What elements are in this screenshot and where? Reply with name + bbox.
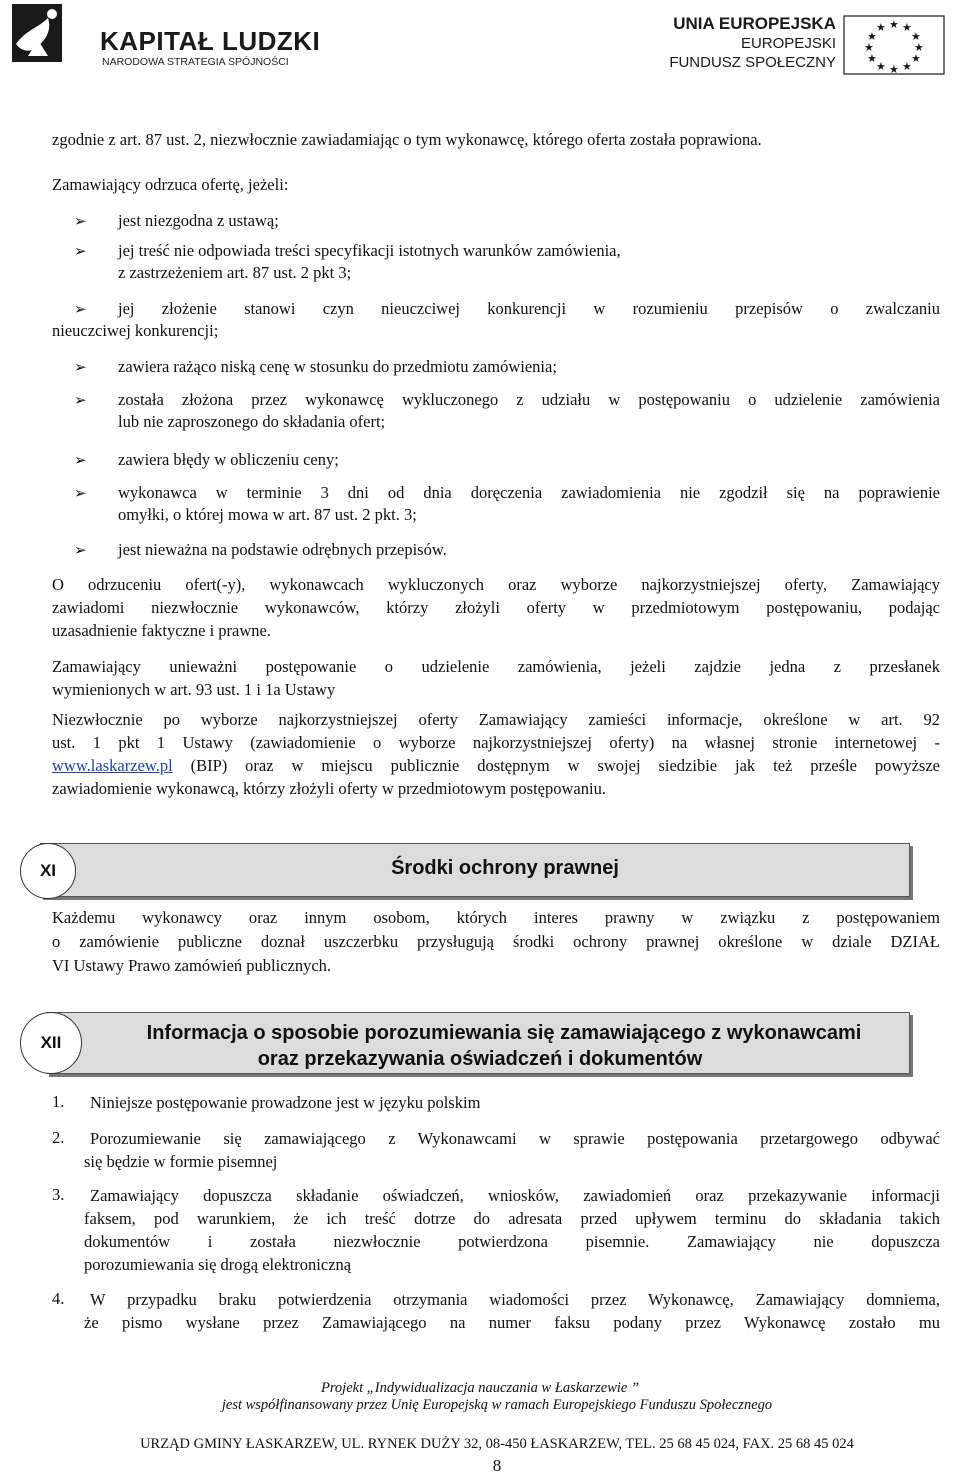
odrzucenie-line2: zawiadomi niezwłocznie wykonawców, którzy złożyli oferty w przedmiotowym postępowaniu, podając [52, 598, 940, 617]
arrow-bullet-icon: ➢ [74, 214, 87, 230]
item-number: 2. [52, 1128, 65, 1147]
section-xii-title-line2: oraz przekazywania oświadczeń i dokumentów [257, 1048, 703, 1070]
logo-subtitle: NARODOWA STRATEGIA SPÓJNOŚCI [102, 56, 289, 68]
section-xi-line1: Każdemu wykonawcy oraz innym osobom, których interes prawny w związku z postępowaniem [52, 908, 940, 927]
list-item-cont: faksem, pod warunkiem, że ich treść dotrze do adresata przed upływem terminu do składania takich [84, 1209, 940, 1228]
footer-address: URZĄD GMINY ŁASKARZEW, UL. RYNEK DUŻY 32, 08-450 ŁASKARZEW, TEL. 25 68 45 024, FAX. 25 68 45 024 [140, 1436, 854, 1452]
eu-logo-line3: FUNDUSZ SPOŁECZNY [669, 54, 836, 71]
list-item-cont: z zastrzeżeniem art. 87 ust. 2 pkt 3; [118, 263, 352, 282]
footer-project-line2: jest współfinansowany przez Unię Europejską w ramach Europejskiego Funduszu Społecznego [221, 1397, 773, 1413]
section-xii-number: XII [20, 1012, 82, 1074]
uniewazni-line1: Zamawiający unieważni postępowanie o udzielenie zamówienia, jeżeli zajdzie jedna z przesłanek [52, 657, 940, 676]
svg-text:★: ★ [864, 41, 874, 54]
list-item-cont: lub nie zaproszonego do składania ofert; [118, 412, 386, 431]
svg-text:★: ★ [902, 21, 912, 34]
logo-title: KAPITAŁ LUDZKI [100, 26, 321, 56]
svg-text:★: ★ [876, 21, 886, 34]
arrow-bullet-icon: ➢ [74, 302, 87, 318]
svg-text:★: ★ [902, 60, 912, 73]
niezwlocznie-line4: zawiadomienie wykonawcą, którzy złożyli oferty w przedmiotowym postępowaniu. [52, 779, 606, 798]
kapital-ludzki-logo [8, 0, 321, 80]
list-item: jest niezgodna z ustawą; [118, 211, 279, 230]
kapital-ludzki-logo-icon [8, 0, 88, 80]
svg-text:★: ★ [889, 18, 899, 31]
arrow-bullet-icon: ➢ [74, 244, 87, 260]
section-xi-line3: VI Ustawy Prawo zamówień publicznych. [52, 956, 332, 975]
item-number: 1. [52, 1092, 65, 1111]
list-item: wykonawca w terminie 3 dni od dnia doręczenia zawiadomienia nie zgodził się na poprawienie [118, 483, 940, 502]
svg-text:★: ★ [914, 41, 924, 54]
footer-project-line1: Projekt „Indywidualizacja nauczania w Łaskarzewie ” [320, 1380, 640, 1396]
reject-heading: Zamawiający odrzuca ofertę, jeżeli: [52, 175, 289, 194]
list-item: Zamawiający dopuszcza składanie oświadczeń, wniosków, zawiadomień oraz przekazywanie informacji [90, 1186, 940, 1205]
arrow-bullet-icon: ➢ [74, 543, 87, 559]
list-item-cont: nieuczciwej konkurencji; [52, 321, 219, 340]
list-item-cont: omyłki, o której mowa w art. 87 ust. 2 pkt. 3; [118, 505, 417, 524]
niezwlocznie-line3-rest: (BIP) oraz w miejscu publicznie dostępnym w swojej siedzibie jak też prześle powyższe [172, 756, 940, 775]
svg-text:★: ★ [867, 30, 877, 43]
eu-logo-text [669, 14, 836, 72]
arrow-bullet-icon: ➢ [74, 486, 87, 502]
niezwlocznie-line2: ust. 1 pkt 1 Ustawy (zawiadomienie o wyborze najkorzystniejszej oferty) na własnej stronie internetowej - [52, 733, 940, 752]
list-item: jest nieważna na podstawie odrębnych przepisów. [118, 540, 447, 559]
section-xi-title: Środki ochrony prawnej [391, 857, 619, 879]
svg-text:★: ★ [889, 63, 899, 76]
svg-text:★: ★ [911, 30, 921, 43]
section-xi-line2: o zamówienie publiczne doznał uszczerbku przysługują środki ochrony prawnej określone w dziale DZIAŁ [52, 932, 940, 951]
website-link[interactable]: www.laskarzew.pl [52, 756, 173, 775]
eu-logo [669, 14, 954, 76]
page-number: 8 [492, 1456, 502, 1475]
arrow-bullet-icon: ➢ [74, 393, 87, 409]
eu-logo-line1: UNIA EUROPEJSKA [673, 14, 836, 33]
list-item: jej złożenie stanowi czyn nieuczciwej konkurencji w rozumieniu przepisów o zwalczaniu [118, 299, 940, 318]
svg-text:★: ★ [876, 60, 886, 73]
svg-text:★: ★ [867, 52, 877, 65]
list-item-cont: dokumentów i została niezwłocznie potwierdzona pisemnie. Zamawiający nie dopuszcza [84, 1232, 940, 1251]
niezwlocznie-line1: Niezwłocznie po wyborze najkorzystniejszej oferty Zamawiający zamieści informacje, określone w art. 92 [52, 710, 940, 729]
niezwlocznie-line3 [52, 755, 940, 778]
eu-flag-icon [842, 14, 946, 76]
list-item: zawiera rażąco niską cenę w stosunku do przedmiotu zamówienia; [118, 357, 557, 376]
intro-paragraph: zgodnie z art. 87 ust. 2, niezwłocznie zawiadamiając o tym wykonawcę, którego oferta została poprawiona. [52, 130, 762, 149]
list-item: zawiera błędy w obliczeniu ceny; [118, 450, 339, 469]
list-item-cont: że pismo wysłane przez Zamawiającego na numer faksu podany przez Wykonawcę zostało mu [84, 1313, 940, 1332]
item-number: 4. [52, 1289, 65, 1308]
list-item: jej treść nie odpowiada treści specyfikacji istotnych warunków zamówienia, [118, 241, 621, 260]
odrzucenie-line1: O odrzuceniu ofert(-y), wykonawcach wykluczonych oraz wyborze najkorzystniejszej oferty, Zamawiający [52, 575, 940, 594]
section-xi-number: XI [20, 843, 76, 899]
list-item-cont: się będzie w formie pisemnej [84, 1152, 278, 1171]
arrow-bullet-icon: ➢ [74, 453, 87, 469]
list-item: Niniejsze postępowanie prowadzone jest w języku polskim [90, 1093, 481, 1112]
uniewazni-line2: wymienionych w art. 93 ust. 1 i 1a Ustawy [52, 680, 336, 699]
svg-text:★: ★ [911, 52, 921, 65]
list-item: została złożona przez wykonawcę wykluczonego z udziału w postępowaniu o udzielenie zamówienia [118, 390, 940, 409]
eu-logo-line2: EUROPEJSKI [740, 35, 836, 52]
arrow-bullet-icon: ➢ [74, 360, 87, 376]
section-xii-title-line1: Informacja o sposobie porozumiewania się zamawiającego z wykonawcami [146, 1022, 862, 1044]
list-item: W przypadku braku potwierdzenia otrzymania wiadomości przez Wykonawcę, Zamawiający domniema, [90, 1290, 940, 1309]
item-number: 3. [52, 1185, 65, 1204]
odrzucenie-line3: uzasadnienie faktyczne i prawne. [52, 621, 271, 640]
list-item: Porozumiewanie się zamawiającego z Wykonawcami w sprawie postępowania przetargowego odbywać [90, 1129, 940, 1148]
list-item-cont: porozumiewania się drogą elektroniczną [84, 1255, 352, 1274]
